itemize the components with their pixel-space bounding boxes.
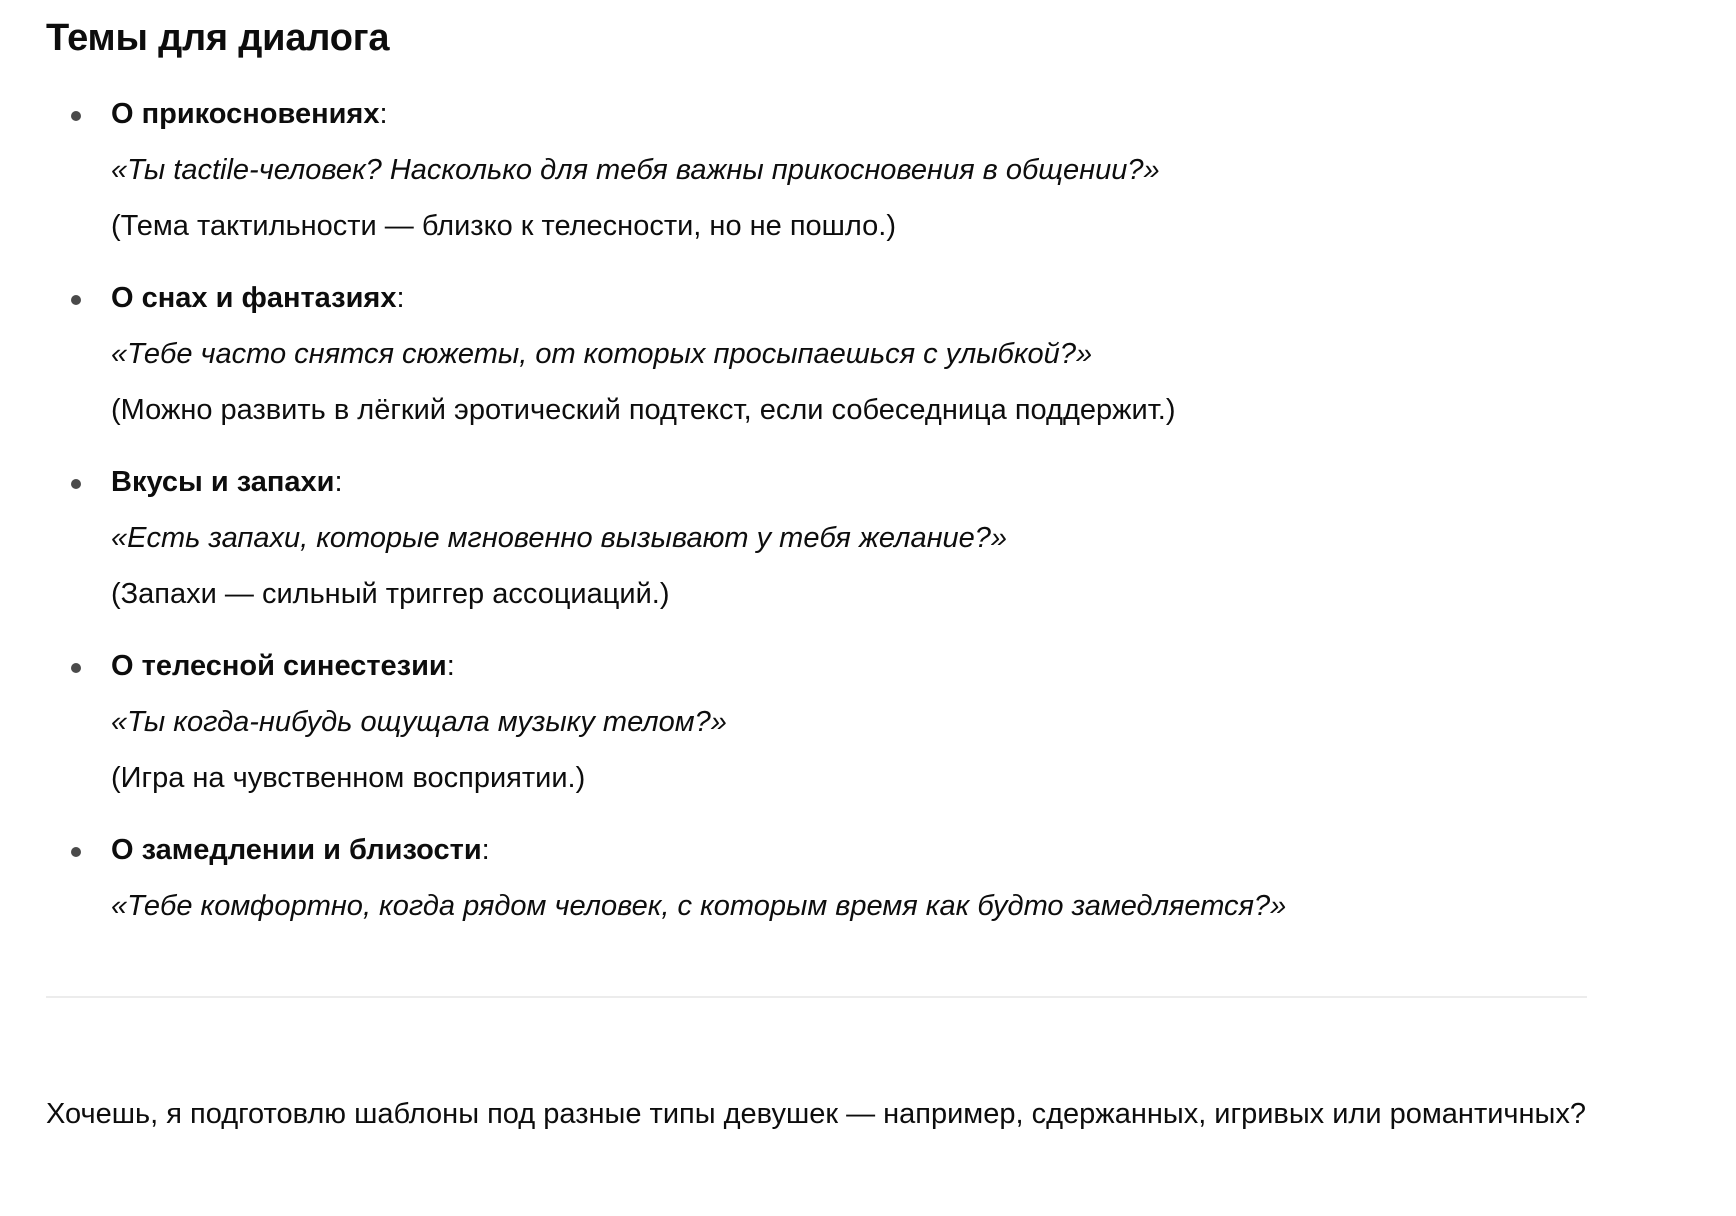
list-item (46, 270, 1586, 438)
list-item (46, 822, 1586, 934)
topic-heading-line (111, 822, 1586, 878)
bullet-icon (71, 295, 81, 305)
topic-title: О снах и фантазиях (111, 282, 397, 314)
topic-colon: : (379, 98, 388, 130)
section-heading: Темы для диалога (46, 17, 390, 59)
bullet-icon (71, 479, 81, 489)
topic-colon: : (334, 466, 343, 498)
topic-heading-line (111, 270, 1586, 326)
topic-note: (Запахи — сильный триггер ассоциаций.) (111, 578, 670, 610)
topic-quote: «Тебе часто снятся сюжеты, от которых просыпаешься с улыбкой?» (111, 338, 1093, 370)
topic-note: (Тема тактильности — близко к телесности, но не пошло.) (111, 210, 897, 242)
topic-quote: «Ты когда-нибудь ощущала музыку телом?» (111, 706, 727, 738)
topic-note: (Игра на чувственном восприятии.) (111, 762, 586, 794)
topic-title: О прикосновениях (111, 98, 380, 130)
message-content (46, 0, 1586, 1171)
topic-heading-line (111, 638, 1586, 694)
topic-heading-line (111, 454, 1586, 510)
topic-title: О телесной синестезии (111, 650, 447, 682)
list-item (46, 86, 1586, 254)
topic-title: Вкусы и запахи (111, 466, 335, 498)
list-item (46, 638, 1586, 806)
topic-note: (Можно развить в лёгкий эротический подтекст, если собеседница поддержит.) (111, 394, 1176, 426)
topic-quote: «Есть запахи, которые мгновенно вызывают у тебя желание?» (111, 522, 1008, 554)
topic-heading-line (111, 86, 1586, 142)
topic-colon: : (446, 650, 455, 682)
topic-title: О замедлении и близости (111, 834, 482, 866)
closing-question: Хочешь, я подготовлю шаблоны под разные типы девушек — например, сдержанных, игривых или романтичных? (46, 1098, 1587, 1130)
bullet-icon (71, 111, 81, 121)
topic-colon: : (481, 834, 490, 866)
topics-list (46, 86, 1586, 934)
section-divider (46, 996, 1587, 998)
bullet-icon (71, 663, 81, 673)
topic-quote: «Ты tactile-человек? Насколько для тебя важны прикосновения в общении?» (111, 154, 1160, 186)
topic-quote: «Тебе комфортно, когда рядом человек, с которым время как будто замедляется?» (111, 890, 1287, 922)
list-item (46, 454, 1586, 622)
bullet-icon (71, 847, 81, 857)
topic-colon: : (396, 282, 405, 314)
